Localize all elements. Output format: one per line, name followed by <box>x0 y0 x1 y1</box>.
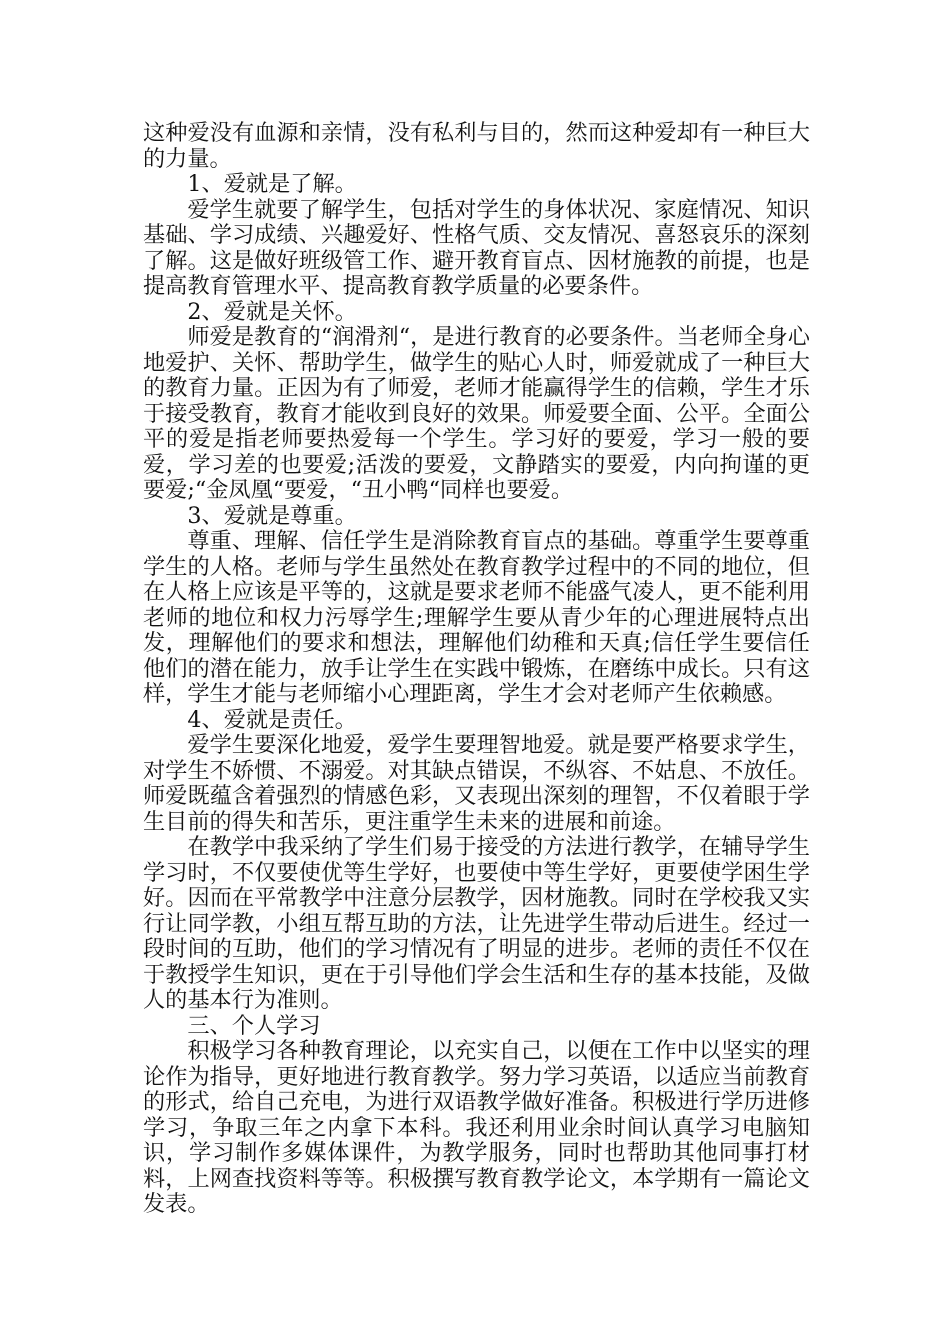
paragraph-understanding: 爱学生就要了解学生，包括对学生的身体状况、家庭情况、知识基础、学习成绩、兴趣爱好、性格气质、交友情况、喜怒哀乐的深刻了解。这是做好班级管工作、避开教育盲点、因材施教的前提，也是提高教育管理水平、提高教育教学质量的必要条件。 <box>143 196 810 299</box>
paragraph-care: 师爱是教育的“润滑剂“，是进行教育的必要条件。当老师全身心地爱护、关怀、帮助学生，做学生的贴心人时，师爱就成了一种巨大的教育力量。正因为有了师爱，老师才能赢得学生的信赖，学生才乐于接受教育，教育才能收到良好的效果。师爱要全面、公平。全面公平的爱是指老师要热爱每一个学生。学习好的要爱，学习一般的要爱，学习差的也要爱;活泼的要爱，文静踏实的要爱，内向拘谨的更要爱;“金凤凰“要爱，“丑小鸭“同样也要爱。 <box>143 324 810 503</box>
paragraph-teaching-methods: 在教学中我采纳了学生们易于接受的方法进行教学，在辅导学生学习时，不仅要使优等生学好，也要使中等生学好，更要使学困生学好。因而在平常教学中注意分层教学，因材施教。同时在学校我又实行让同学教，小组互帮互助的方法，让先进学生带动后进生。经过一段时间的互助，他们的学习情况有了明显的进步。老师的责任不仅在于教授学生知识，更在于引导他们学会生活和生存的基本技能，及做人的基本行为准则。 <box>143 834 810 1013</box>
heading-love-is-respect: 3、爱就是尊重。 <box>187 502 357 529</box>
paragraph-continuation: 这种爱没有血源和亲情，没有私利与目的，然而这种爱却有一种巨大的力量。 <box>143 120 810 172</box>
heading-love-is-responsibility: 4、爱就是责任。 <box>187 706 357 733</box>
heading-love-is-care: 2、爱就是关怀。 <box>187 298 357 325</box>
paragraph-respect: 尊重、理解、信任学生是消除教育盲点的基础。尊重学生要尊重学生的人格。老师与学生虽然处在教育教学过程中的不同的地位，但在人格上应该是平等的，这就是要求老师不能盛气凌人，更不能利用老师的地位和权力污辱学生;理解学生要从青少年的心理进展特点出发，理解他们的要求和想法，理解他们幼稚和天真;信任学生要信任他们的潜在能力，放手让学生在实践中锻炼，在磨练中成长。只有这样，学生才能与老师缩小心理距离，学生才会对老师产生依赖感。 <box>143 528 810 707</box>
document-body <box>143 121 810 1218</box>
paragraph-responsibility: 爱学生要深化地爱，爱学生要理智地爱。就是要严格要求学生，对学生不娇惯、不溺爱。对其缺点错误，不纵容、不姑息、不放任。师爱既蕴含着强烈的情感色彩，又表现出深刻的理智，不仅着眼于学生目前的得失和苦乐，更注重学生未来的进展和前途。 <box>143 732 810 835</box>
heading-love-is-understanding: 1、爱就是了解。 <box>187 171 357 197</box>
paragraph-personal-study: 积极学习各种教育理论，以充实自己，以便在工作中以坚实的理论作为指导，更好地进行教育教学。努力学习英语，以适应当前教育的形式，给自己充电，为进行双语教学做好准备。积极进行学历进修学习，争取三年之内拿下本科。我还利用业余时间认真学习电脑知识，学习制作多媒体课件，为教学服务，同时也帮助其他同事打材料，上网查找资料等等。积极撰写教育教学论文，本学期有一篇论文发表。 <box>143 1038 810 1217</box>
heading-personal-study: 三、个人学习 <box>187 1012 321 1039</box>
